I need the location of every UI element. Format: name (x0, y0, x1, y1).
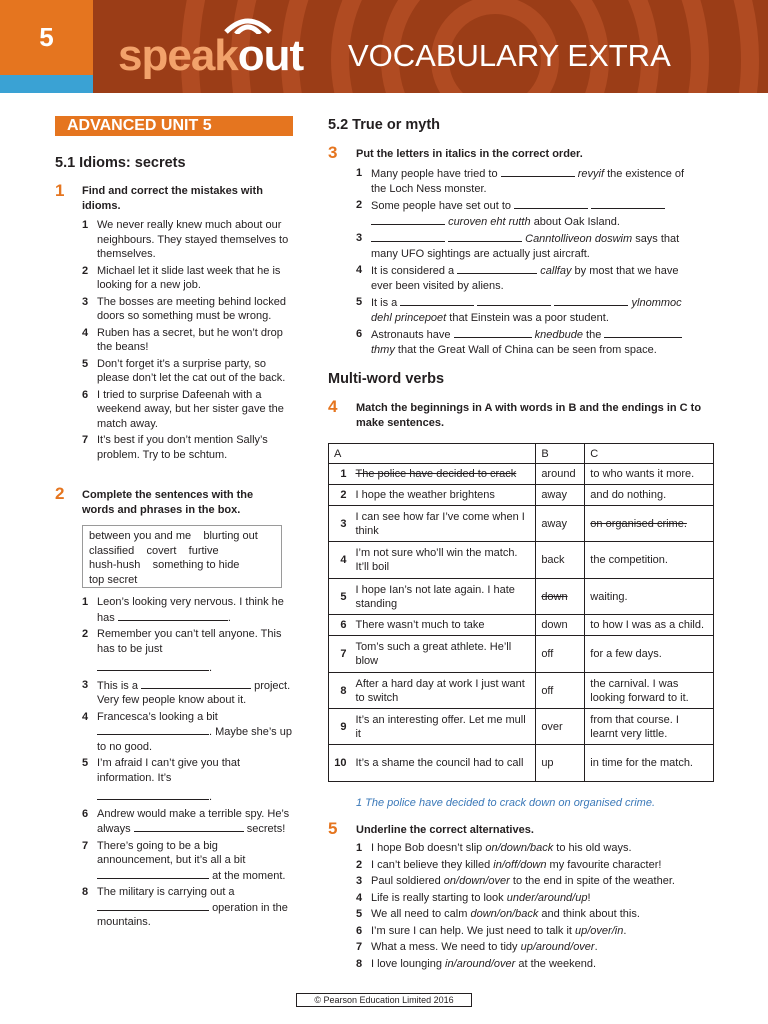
list-item: 1 Many people have tried to revyif the existence of the Loch Ness monster. (356, 167, 685, 195)
exercise-4-instruction: Match the beginnings in A with words in B and the endings in C to make sentences. (356, 402, 702, 429)
alternatives[interactable]: up/over/in (575, 924, 624, 937)
list-item: 5 It is a ylnommoc dehl princepoet that Einstein was a poor student. (356, 296, 682, 324)
table-row: 5 I hope Ian’s not late again. I hate standing down waiting. (329, 579, 714, 615)
example-answer: 1 The police have decided to crack down on organised crime. (356, 797, 656, 809)
speakout-logo (118, 31, 304, 80)
list-item: 4 Life is really starting to look under/around/up! (356, 891, 591, 904)
section-5-2-title: 5.2 True or myth (328, 117, 441, 133)
table-row: 2 I hope the weather brightens away and do nothing. (329, 485, 714, 506)
answer-gap[interactable] (554, 295, 628, 306)
answer-gap[interactable] (97, 724, 209, 735)
answer-gap[interactable] (371, 214, 445, 225)
answer-gap[interactable] (501, 166, 575, 177)
list-item: 3 The bosses are meeting behind locked doors so something must be wrong. (82, 295, 286, 322)
word-box-line: between you and me blurting out (89, 530, 258, 542)
alternatives[interactable]: up/around/over (520, 941, 595, 953)
exercise-5-number: 5 (328, 819, 338, 838)
list-item: 3 Canntolliveon doswim says that many UFO sightings are actually just aircraft. (356, 232, 680, 260)
list-item: 4 Ruben has a secret, but he won’t drop the beans! (82, 326, 283, 353)
table-header-row (329, 444, 714, 464)
exercise-4-number: 4 (328, 397, 338, 416)
table-row: 9 It’s an interesting offer. Let me mull it over from that course. I learnt very little. (329, 709, 714, 745)
header-blue-strip (0, 75, 93, 93)
answer-gap[interactable] (477, 295, 551, 306)
table-row: 4 I’m not sure who’ll win the match. It’ll boil back the competition. (329, 542, 714, 579)
answer-gap[interactable] (591, 198, 665, 209)
answer-gap[interactable] (604, 327, 682, 338)
alternatives[interactable]: in/off/down (493, 858, 547, 871)
answer-gap[interactable] (454, 327, 532, 338)
answer-gap[interactable] (97, 660, 209, 671)
page-title: VOCABULARY EXTRA (348, 38, 671, 73)
exercise-5-instruction: Underline the correct alternatives. (356, 824, 534, 836)
list-item: 6 I tried to surprise Dafeenah with a weekend away, but her sister gave the match away. (82, 388, 284, 430)
table-row: 7 Tom’s such a great athlete. He’ll blow off for a few days. (329, 636, 714, 673)
answer-gap[interactable] (97, 789, 209, 800)
answer-gap[interactable] (134, 821, 244, 832)
word-box (82, 525, 282, 588)
list-item: 7 It’s best if you don’t mention Sally’s problem. Try to be schtum. (82, 434, 268, 461)
table-row: 8 After a hard day at work I just want to switch off the carnival. I was looking forward to it. (329, 673, 714, 709)
answer-gap[interactable] (448, 231, 522, 242)
answer-gap[interactable] (97, 868, 209, 879)
unit-number: 5 (0, 0, 93, 75)
list-item: 2 Remember you can’t tell anyone. This has to be just . (82, 628, 282, 674)
list-item: 4 Francesca’s looking a bit . Maybe she’s up to no good. (82, 710, 292, 753)
list-item: 6 Andrew would make a terrible spy. He’s always secrets! (82, 807, 290, 835)
logo-signal-icon (218, 12, 278, 34)
answer-gap[interactable] (118, 610, 228, 621)
list-item: 2 Some people have set out to curoven eht rutth about Oak Island. (356, 198, 701, 229)
list-item: 3 Paul soldiered on/down/over to the end in spite of the weather. (356, 875, 675, 887)
answer-gap[interactable] (457, 263, 537, 274)
alternatives[interactable]: under/around/up (506, 891, 588, 904)
answer-gap[interactable] (400, 295, 474, 306)
word-box-line: hush-hush something to hide (89, 559, 240, 571)
list-item: 1 We never really knew much about our neighbours. They stayed themselves to themselves. (82, 219, 289, 260)
word-box-line: classified covert furtive (89, 544, 219, 557)
unit-banner: ADVANCED UNIT 5 (55, 116, 293, 136)
alternatives[interactable]: down/on/back (470, 908, 539, 920)
exercise-3-instruction: Put the letters in italics in the correct order. (356, 148, 583, 160)
column-header-a: A (329, 444, 536, 464)
exercise-3-list (356, 166, 701, 359)
logo-speak: speak (118, 31, 238, 80)
list-item: 7 What a mess. We need to tidy up/around/over. (356, 941, 598, 953)
exercise-2-instruction: Complete the sentences with the words and phrases in the box. (82, 489, 254, 516)
list-item: 2 I can’t believe they killed in/off/down my favourite character! (356, 858, 662, 871)
list-item: 1 Leon’s looking very nervous. I think he has . (82, 596, 284, 624)
list-item: 5 We all need to calm down/on/back and think about this. (356, 908, 640, 920)
list-item: 8 I love lounging in/around/over at the weekend. (356, 957, 597, 970)
list-item: 5 Don’t forget it’s a surprise party, so please don’t let the cat out of the back. (82, 357, 286, 384)
table-row: 1 The police have decided to crack around to who wants it more. (329, 464, 714, 485)
answer-gap[interactable] (97, 900, 209, 911)
alternatives[interactable]: on/down/back (485, 842, 554, 854)
answer-gap[interactable] (141, 678, 251, 689)
list-item: 1 I hope Bob doesn’t slip on/down/back to his old ways. (356, 842, 632, 854)
exercise-2-list (82, 595, 294, 932)
exercise-2-number: 2 (55, 484, 65, 503)
alternatives[interactable]: in/around/over (445, 957, 516, 970)
list-item: 6 Astronauts have knedbude the thmy that the Great Wall of China can be seen from space. (356, 327, 701, 357)
alternatives[interactable]: on/down/over (443, 875, 510, 887)
exercise-1-number: 1 (55, 181, 65, 200)
exercise-3-number: 3 (328, 143, 338, 162)
table-row: 6 There wasn’t much to take down to how I was as a child. (329, 615, 714, 636)
table-row: 3 I can see how far I’ve come when I think away on organised crime. (329, 506, 714, 542)
copyright-footer: © Pearson Education Limited 2016 (296, 993, 472, 1007)
answer-gap[interactable] (371, 231, 445, 242)
section-5-1-title: 5.1 Idioms: secrets (55, 155, 186, 171)
answer-gap[interactable] (514, 198, 588, 209)
list-item: 8 The military is carrying out a operation in the mountains. (82, 886, 288, 928)
list-item: 3 This is a project. Very few people know about it. (82, 678, 291, 706)
column-header-b: B (536, 444, 585, 464)
multi-word-verbs-title: Multi-word verbs (328, 371, 445, 387)
list-item: 7 There’s going to be a big announcement, but it’s all a bit at the moment. (82, 839, 286, 882)
exercise-1-list (82, 218, 294, 464)
exercise-1-instruction: Find and correct the mistakes with idioms. (82, 185, 263, 212)
page-header (0, 0, 768, 93)
list-item: 4 It is considered a callfay by most that we have ever been visited by aliens. (356, 264, 679, 292)
matching-table (328, 443, 714, 782)
column-header-c: C (585, 444, 714, 464)
exercise-5-list (356, 841, 736, 973)
list-item: 2 Michael let it slide last week that he is looking for a new job. (82, 264, 281, 291)
list-item: 6 I’m sure I can help. We just need to talk it up/over/in. (356, 924, 627, 937)
table-row: 10 It’s a shame the council had to call up in time for the match. (329, 745, 714, 782)
word-box-line: top secret (89, 573, 138, 586)
logo-out: out (237, 31, 304, 80)
list-item: 5 I’m afraid I can’t give you that information. It’s . (82, 757, 241, 803)
